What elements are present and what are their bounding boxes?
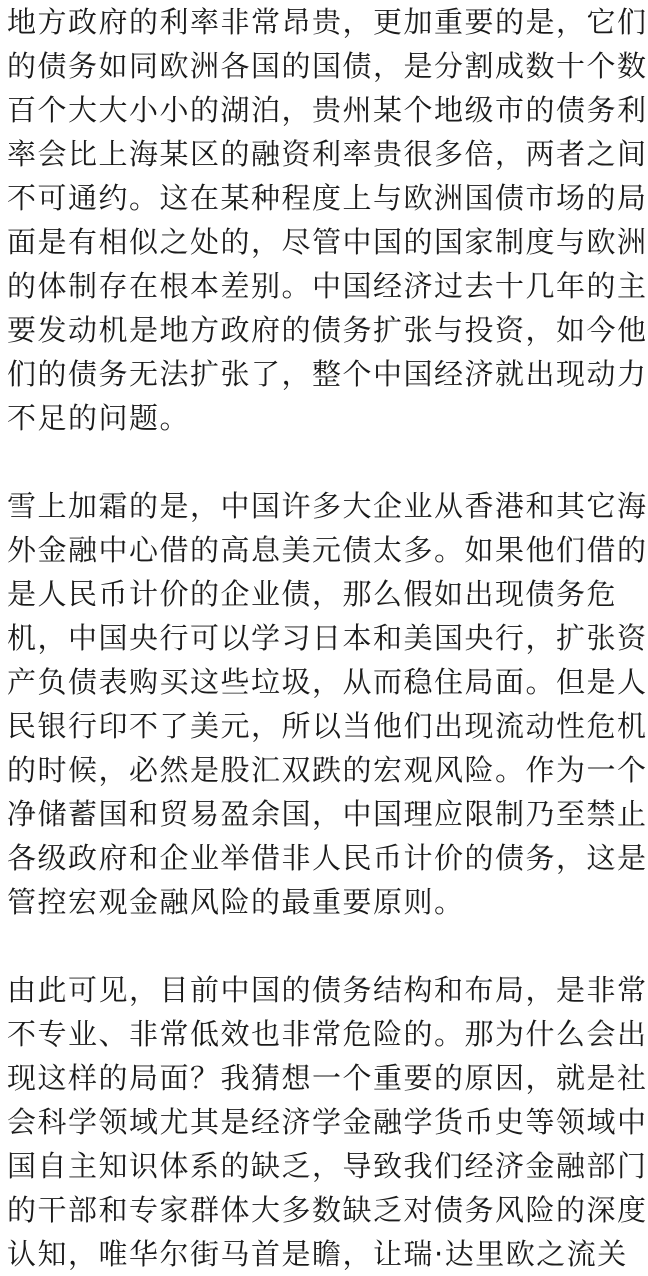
text-line: 雪上加霜的是，中国许多大企业从香港和其它海 (7, 489, 648, 523)
text-line: 会科学领域尤其是经济学金融学货币史等领域中 (7, 1105, 648, 1139)
paragraph-gap (7, 924, 632, 968)
text-line: 们的债务无法扩张了，整个中国经济就出现动力 (7, 357, 648, 391)
text-line: 外金融中心借的高息美元债太多。如果他们借的 (7, 533, 648, 567)
paragraph-3 (7, 968, 648, 1276)
text-line: 的债务如同欧洲各国的国债，是分割成数十个数 (7, 49, 648, 83)
text-line: 不专业、非常低效也非常危险的。那为什么会出 (7, 1017, 648, 1051)
text-line: 是人民币计价的企业债，那么假如出现债务危 (7, 577, 618, 611)
text-line: 净储蓄国和贸易盈余国，中国理应限制乃至禁止 (7, 797, 648, 831)
text-line: 不足的问题。 (7, 401, 191, 435)
text-line: 地方政府的利率非常昂贵，更加重要的是，它们 (7, 5, 648, 39)
text-line: 国自主知识体系的缺乏，导致我们经济金融部门 (7, 1149, 648, 1183)
article-body (7, 0, 648, 1276)
paragraph-2 (7, 484, 648, 924)
paragraph-gap (7, 440, 632, 484)
text-line: 要发动机是地方政府的债务扩张与投资，如今他 (7, 313, 648, 347)
text-line: 各级政府和企业举借非人民币计价的债务，这是 (7, 841, 648, 875)
text-line: 百个大大小小的湖泊，贵州某个地级市的债务利 (7, 93, 648, 127)
text-line: 的干部和专家群体大多数缺乏对债务风险的深度 (7, 1193, 648, 1227)
text-line: 认知，唯华尔街马首是瞻，让瑞·达里欧之流关 (7, 1237, 628, 1271)
text-line: 率会比上海某区的融资利率贵很多倍，两者之间 (7, 137, 648, 171)
text-line: 民银行印不了美元，所以当他们出现流动性危机 (7, 709, 648, 743)
text-line: 的时候，必然是股汇双跌的宏观风险。作为一个 (7, 753, 648, 787)
text-line: 面是有相似之处的，尽管中国的国家制度与欧洲 (7, 225, 648, 259)
text-line: 的体制存在根本差别。中国经济过去十几年的主 (7, 269, 648, 303)
text-line: 由此可见，目前中国的债务结构和布局，是非常 (7, 973, 648, 1007)
text-line: 产负债表购买这些垃圾，从而稳住局面。但是人 (7, 665, 648, 699)
text-line: 不可通约。这在某种程度上与欧洲国债市场的局 (7, 181, 648, 215)
text-line: 机，中国央行可以学习日本和美国央行，扩张资 (7, 621, 648, 655)
text-line: 现这样的局面？我猜想一个重要的原因，就是社 (7, 1061, 648, 1095)
text-line: 管控宏观金融风险的最重要原则。 (7, 885, 465, 919)
paragraph-1 (7, 0, 648, 440)
